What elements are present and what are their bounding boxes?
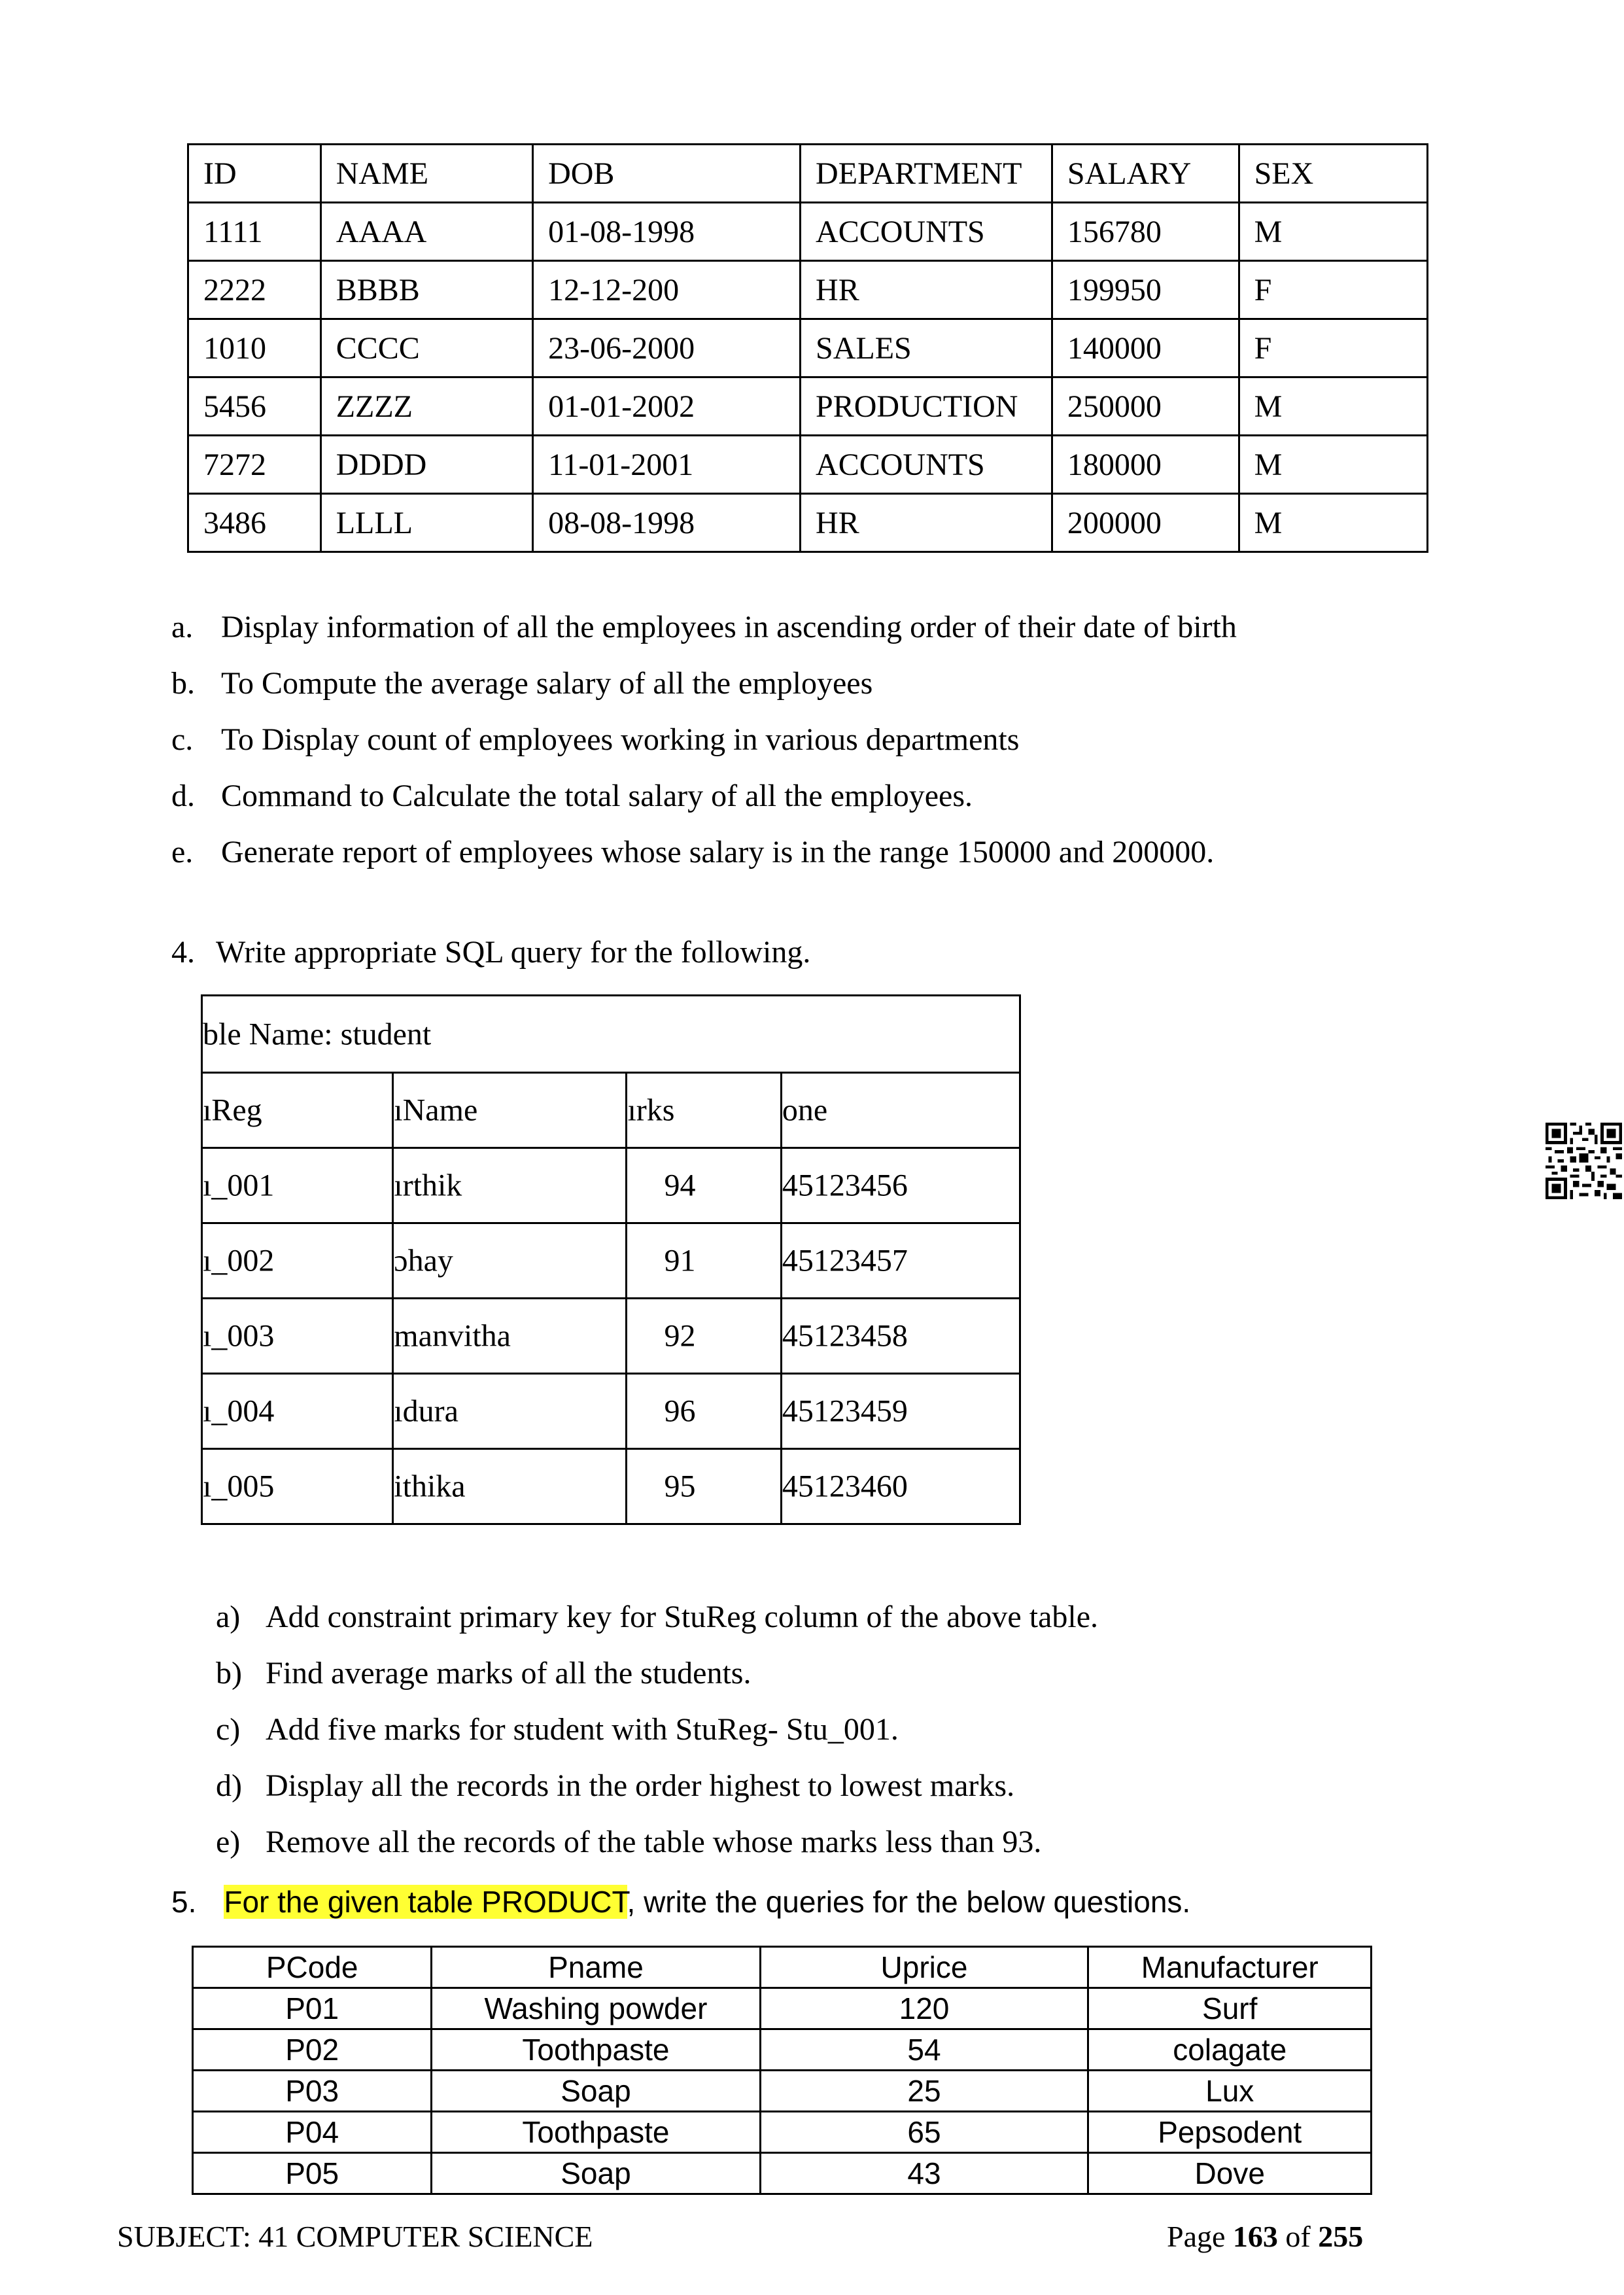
product-table <box>192 1946 1372 2195</box>
student-cell <box>627 1374 781 1449</box>
employee-row <box>188 261 1428 319</box>
question-3-part-text: To Compute the average salary of all the employees <box>221 666 873 701</box>
qr-code-icon <box>1546 1123 1622 1199</box>
student-cell <box>781 1148 1020 1223</box>
employee-row <box>188 319 1428 377</box>
employee-row <box>188 494 1428 552</box>
product-cell: 25 <box>760 2071 1088 2112</box>
question-3-parts <box>171 612 1414 886</box>
product-header-cell: PCode <box>193 1947 432 1988</box>
student-row <box>202 1148 1020 1223</box>
product-cell: 54 <box>760 2029 1088 2071</box>
page-total: 255 <box>1318 2220 1364 2253</box>
question-5-rest: , write the queries for the below questions. <box>627 1885 1191 1919</box>
question-4-part-text: Add constraint primary key for StuReg column of the above table. <box>266 1600 1099 1634</box>
employee-cell: 7272 <box>188 436 321 494</box>
employee-header-cell: SEX <box>1239 145 1427 203</box>
student-cell <box>627 1148 781 1223</box>
product-row <box>193 2071 1372 2112</box>
student-cell-text: ithika <box>394 1469 466 1504</box>
student-header-row <box>202 1073 1020 1148</box>
employee-cell: CCCC <box>320 319 532 377</box>
question-3-part-item <box>171 780 1414 820</box>
question-5-highlight: For the given table PRODUCT <box>224 1885 627 1919</box>
employee-cell: M <box>1239 494 1427 552</box>
student-cell <box>781 1449 1020 1524</box>
student-cell-text: ırthik <box>394 1168 462 1203</box>
question-4-part-text: Remove all the records of the table whose marks less than 93. <box>266 1825 1042 1859</box>
employee-header-cell: DEPARTMENT <box>801 145 1052 203</box>
student-cell <box>781 1223 1020 1299</box>
question-4-part-marker: d) <box>216 1768 242 1803</box>
student-header-cell <box>393 1073 627 1148</box>
question-4-part-item <box>216 1658 1328 1697</box>
student-cell <box>393 1374 627 1449</box>
student-cell <box>393 1223 627 1299</box>
employee-header-cell: DOB <box>533 145 801 203</box>
student-cell-text: ıName <box>394 1093 478 1128</box>
student-header-cell <box>627 1073 781 1148</box>
question-3-part-marker: a. <box>171 610 194 644</box>
employee-table <box>187 143 1428 553</box>
question-4-part-text: Add five marks for student with StuReg- Stu_001. <box>266 1712 899 1747</box>
employee-cell: HR <box>801 494 1052 552</box>
student-cell-text: 45123457 <box>782 1243 908 1278</box>
student-cell-text: 92 <box>664 1318 696 1354</box>
employee-header-cell: SALARY <box>1052 145 1239 203</box>
student-cell-text: ɔhay <box>394 1243 453 1278</box>
product-cell: P05 <box>193 2153 432 2194</box>
student-cell-text: one <box>782 1093 828 1128</box>
question-4-part-item <box>216 1602 1328 1641</box>
question-4-part-marker: b) <box>216 1656 242 1691</box>
student-cell <box>202 1148 393 1223</box>
student-table <box>201 994 1021 1525</box>
student-cell <box>393 1148 627 1223</box>
student-cell-text: 45123458 <box>782 1318 908 1354</box>
product-cell: P01 <box>193 1988 432 2029</box>
student-cell <box>202 1449 393 1524</box>
employee-cell: 180000 <box>1052 436 1239 494</box>
product-cell: Toothpaste <box>432 2112 760 2153</box>
product-cell: Lux <box>1088 2071 1372 2112</box>
product-cell: Surf <box>1088 1988 1372 2029</box>
employee-header-cell: NAME <box>320 145 532 203</box>
question-3-part-text: Display information of all the employees in ascending order of their date of birth <box>221 610 1237 644</box>
student-cell-text: 45123460 <box>782 1469 908 1504</box>
student-cell-text: manvitha <box>394 1318 511 1354</box>
employee-cell: 12-12-200 <box>533 261 801 319</box>
page-of: of <box>1285 2220 1311 2253</box>
student-cell-text: ıReg <box>203 1093 262 1128</box>
question-3-part-item <box>171 837 1414 876</box>
student-header-cell <box>202 1073 393 1148</box>
product-row <box>193 2153 1372 2194</box>
student-table-wrapper <box>201 994 1022 1535</box>
question-4-part-item <box>216 1770 1328 1810</box>
employee-row <box>188 436 1428 494</box>
employee-cell: 01-08-1998 <box>533 203 801 261</box>
employee-cell: SALES <box>801 319 1052 377</box>
employee-cell: 3486 <box>188 494 321 552</box>
employee-cell: M <box>1239 436 1427 494</box>
employee-header-cell: ID <box>188 145 321 203</box>
employee-cell: HR <box>801 261 1052 319</box>
product-cell: P02 <box>193 2029 432 2071</box>
employee-cell: 1111 <box>188 203 321 261</box>
employee-cell: 5456 <box>188 377 321 436</box>
student-row <box>202 1223 1020 1299</box>
student-row <box>202 1449 1020 1524</box>
product-cell: Soap <box>432 2071 760 2112</box>
student-row <box>202 1374 1020 1449</box>
question-3-part-item <box>171 612 1414 651</box>
student-cell <box>202 1223 393 1299</box>
question-3-part-marker: e. <box>171 835 194 869</box>
employee-cell: 156780 <box>1052 203 1239 261</box>
employee-header-row <box>188 145 1428 203</box>
employee-cell: LLLL <box>320 494 532 552</box>
page-current: 163 <box>1232 2220 1278 2253</box>
product-cell: P04 <box>193 2112 432 2153</box>
product-cell: 65 <box>760 2112 1088 2153</box>
question-3-part-marker: d. <box>171 779 195 813</box>
question-3-part-marker: b. <box>171 666 195 701</box>
student-table-caption: ble Name: student <box>203 1017 432 1051</box>
student-cell-text: ı_001 <box>203 1168 275 1203</box>
employee-cell: BBBB <box>320 261 532 319</box>
student-caption-row <box>202 996 1020 1073</box>
product-row <box>193 2112 1372 2153</box>
product-cell: Pepsodent <box>1088 2112 1372 2153</box>
question-4-part-marker: c) <box>216 1712 241 1747</box>
product-cell: Dove <box>1088 2153 1372 2194</box>
question-4-part-item <box>216 1827 1328 1866</box>
product-cell: colagate <box>1088 2029 1372 2071</box>
employee-cell: 23-06-2000 <box>533 319 801 377</box>
question-5-heading <box>171 1884 1190 1919</box>
student-cell <box>393 1299 627 1374</box>
student-cell <box>627 1449 781 1524</box>
student-cell-text: ırks <box>627 1093 675 1128</box>
product-header-cell: Uprice <box>760 1947 1088 1988</box>
student-cell-text: 45123456 <box>782 1168 908 1203</box>
employee-cell: 250000 <box>1052 377 1239 436</box>
question-4-heading <box>171 934 810 970</box>
question-5-number: 5. <box>171 1885 197 1919</box>
employee-cell: F <box>1239 261 1427 319</box>
student-cell-text: ı_004 <box>203 1393 275 1429</box>
question-4-text: Write appropriate SQL query for the following. <box>216 935 811 970</box>
student-cell <box>202 1299 393 1374</box>
product-cell: Toothpaste <box>432 2029 760 2071</box>
product-row <box>193 2029 1372 2071</box>
employee-cell: 200000 <box>1052 494 1239 552</box>
employee-cell: 2222 <box>188 261 321 319</box>
question-3-part-item <box>171 668 1414 707</box>
product-cell: 120 <box>760 1988 1088 2029</box>
student-cell <box>627 1299 781 1374</box>
student-cell-text: 45123459 <box>782 1393 908 1429</box>
student-cell <box>393 1449 627 1524</box>
employee-row <box>188 377 1428 436</box>
student-cell-text: 95 <box>664 1469 696 1504</box>
student-cell-text: 94 <box>664 1168 696 1203</box>
student-header-cell <box>781 1073 1020 1148</box>
question-4-part-item <box>216 1714 1328 1753</box>
employee-cell: M <box>1239 203 1427 261</box>
question-4-part-marker: e) <box>216 1825 241 1859</box>
employee-cell: F <box>1239 319 1427 377</box>
employee-cell: 08-08-1998 <box>533 494 801 552</box>
question-4-part-text: Display all the records in the order highest to lowest marks. <box>266 1768 1015 1803</box>
employee-cell: M <box>1239 377 1427 436</box>
employee-cell: ZZZZ <box>320 377 532 436</box>
employee-row <box>188 203 1428 261</box>
student-cell <box>202 1374 393 1449</box>
student-cell <box>627 1223 781 1299</box>
employee-cell: 1010 <box>188 319 321 377</box>
employee-cell: DDDD <box>320 436 532 494</box>
student-cell <box>781 1374 1020 1449</box>
product-cell: Soap <box>432 2153 760 2194</box>
employee-cell: 140000 <box>1052 319 1239 377</box>
student-cell-text: ı_003 <box>203 1318 275 1354</box>
question-3-part-text: To Display count of employees working in various departments <box>221 722 1020 757</box>
student-cell-text: ı_005 <box>203 1469 275 1504</box>
product-cell: P03 <box>193 2071 432 2112</box>
employee-cell: 01-01-2002 <box>533 377 801 436</box>
question-4-number: 4. <box>171 935 195 970</box>
product-header-cell: Manufacturer <box>1088 1947 1372 1988</box>
page-word: Page <box>1167 2220 1226 2253</box>
question-4-part-marker: a) <box>216 1600 241 1634</box>
question-4-part-text: Find average marks of all the students. <box>266 1656 752 1691</box>
product-header-cell: Pname <box>432 1947 760 1988</box>
footer-page-number <box>1167 2219 1363 2254</box>
employee-cell: AAAA <box>320 203 532 261</box>
question-3-part-text: Generate report of employees whose salary is in the range 150000 and 200000. <box>221 835 1215 869</box>
question-3-part-item <box>171 724 1414 763</box>
student-cell-text: ı_002 <box>203 1243 275 1278</box>
employee-cell: PRODUCTION <box>801 377 1052 436</box>
question-4-parts <box>216 1602 1328 1876</box>
question-3-part-marker: c. <box>171 722 194 757</box>
student-cell-text: ıdura <box>394 1393 458 1429</box>
footer-subject: SUBJECT: 41 COMPUTER SCIENCE <box>117 2220 593 2253</box>
question-3-part-text: Command to Calculate the total salary of all the employees. <box>221 779 973 813</box>
student-cell-text: 91 <box>664 1243 696 1278</box>
student-cell-text: 96 <box>664 1393 696 1429</box>
student-row <box>202 1299 1020 1374</box>
employee-cell: 199950 <box>1052 261 1239 319</box>
product-row <box>193 1988 1372 2029</box>
product-cell: 43 <box>760 2153 1088 2194</box>
employee-cell: ACCOUNTS <box>801 203 1052 261</box>
employee-cell: ACCOUNTS <box>801 436 1052 494</box>
employee-cell: 11-01-2001 <box>533 436 801 494</box>
product-cell: Washing powder <box>432 1988 760 2029</box>
product-header-row <box>193 1947 1372 1988</box>
student-cell <box>781 1299 1020 1374</box>
